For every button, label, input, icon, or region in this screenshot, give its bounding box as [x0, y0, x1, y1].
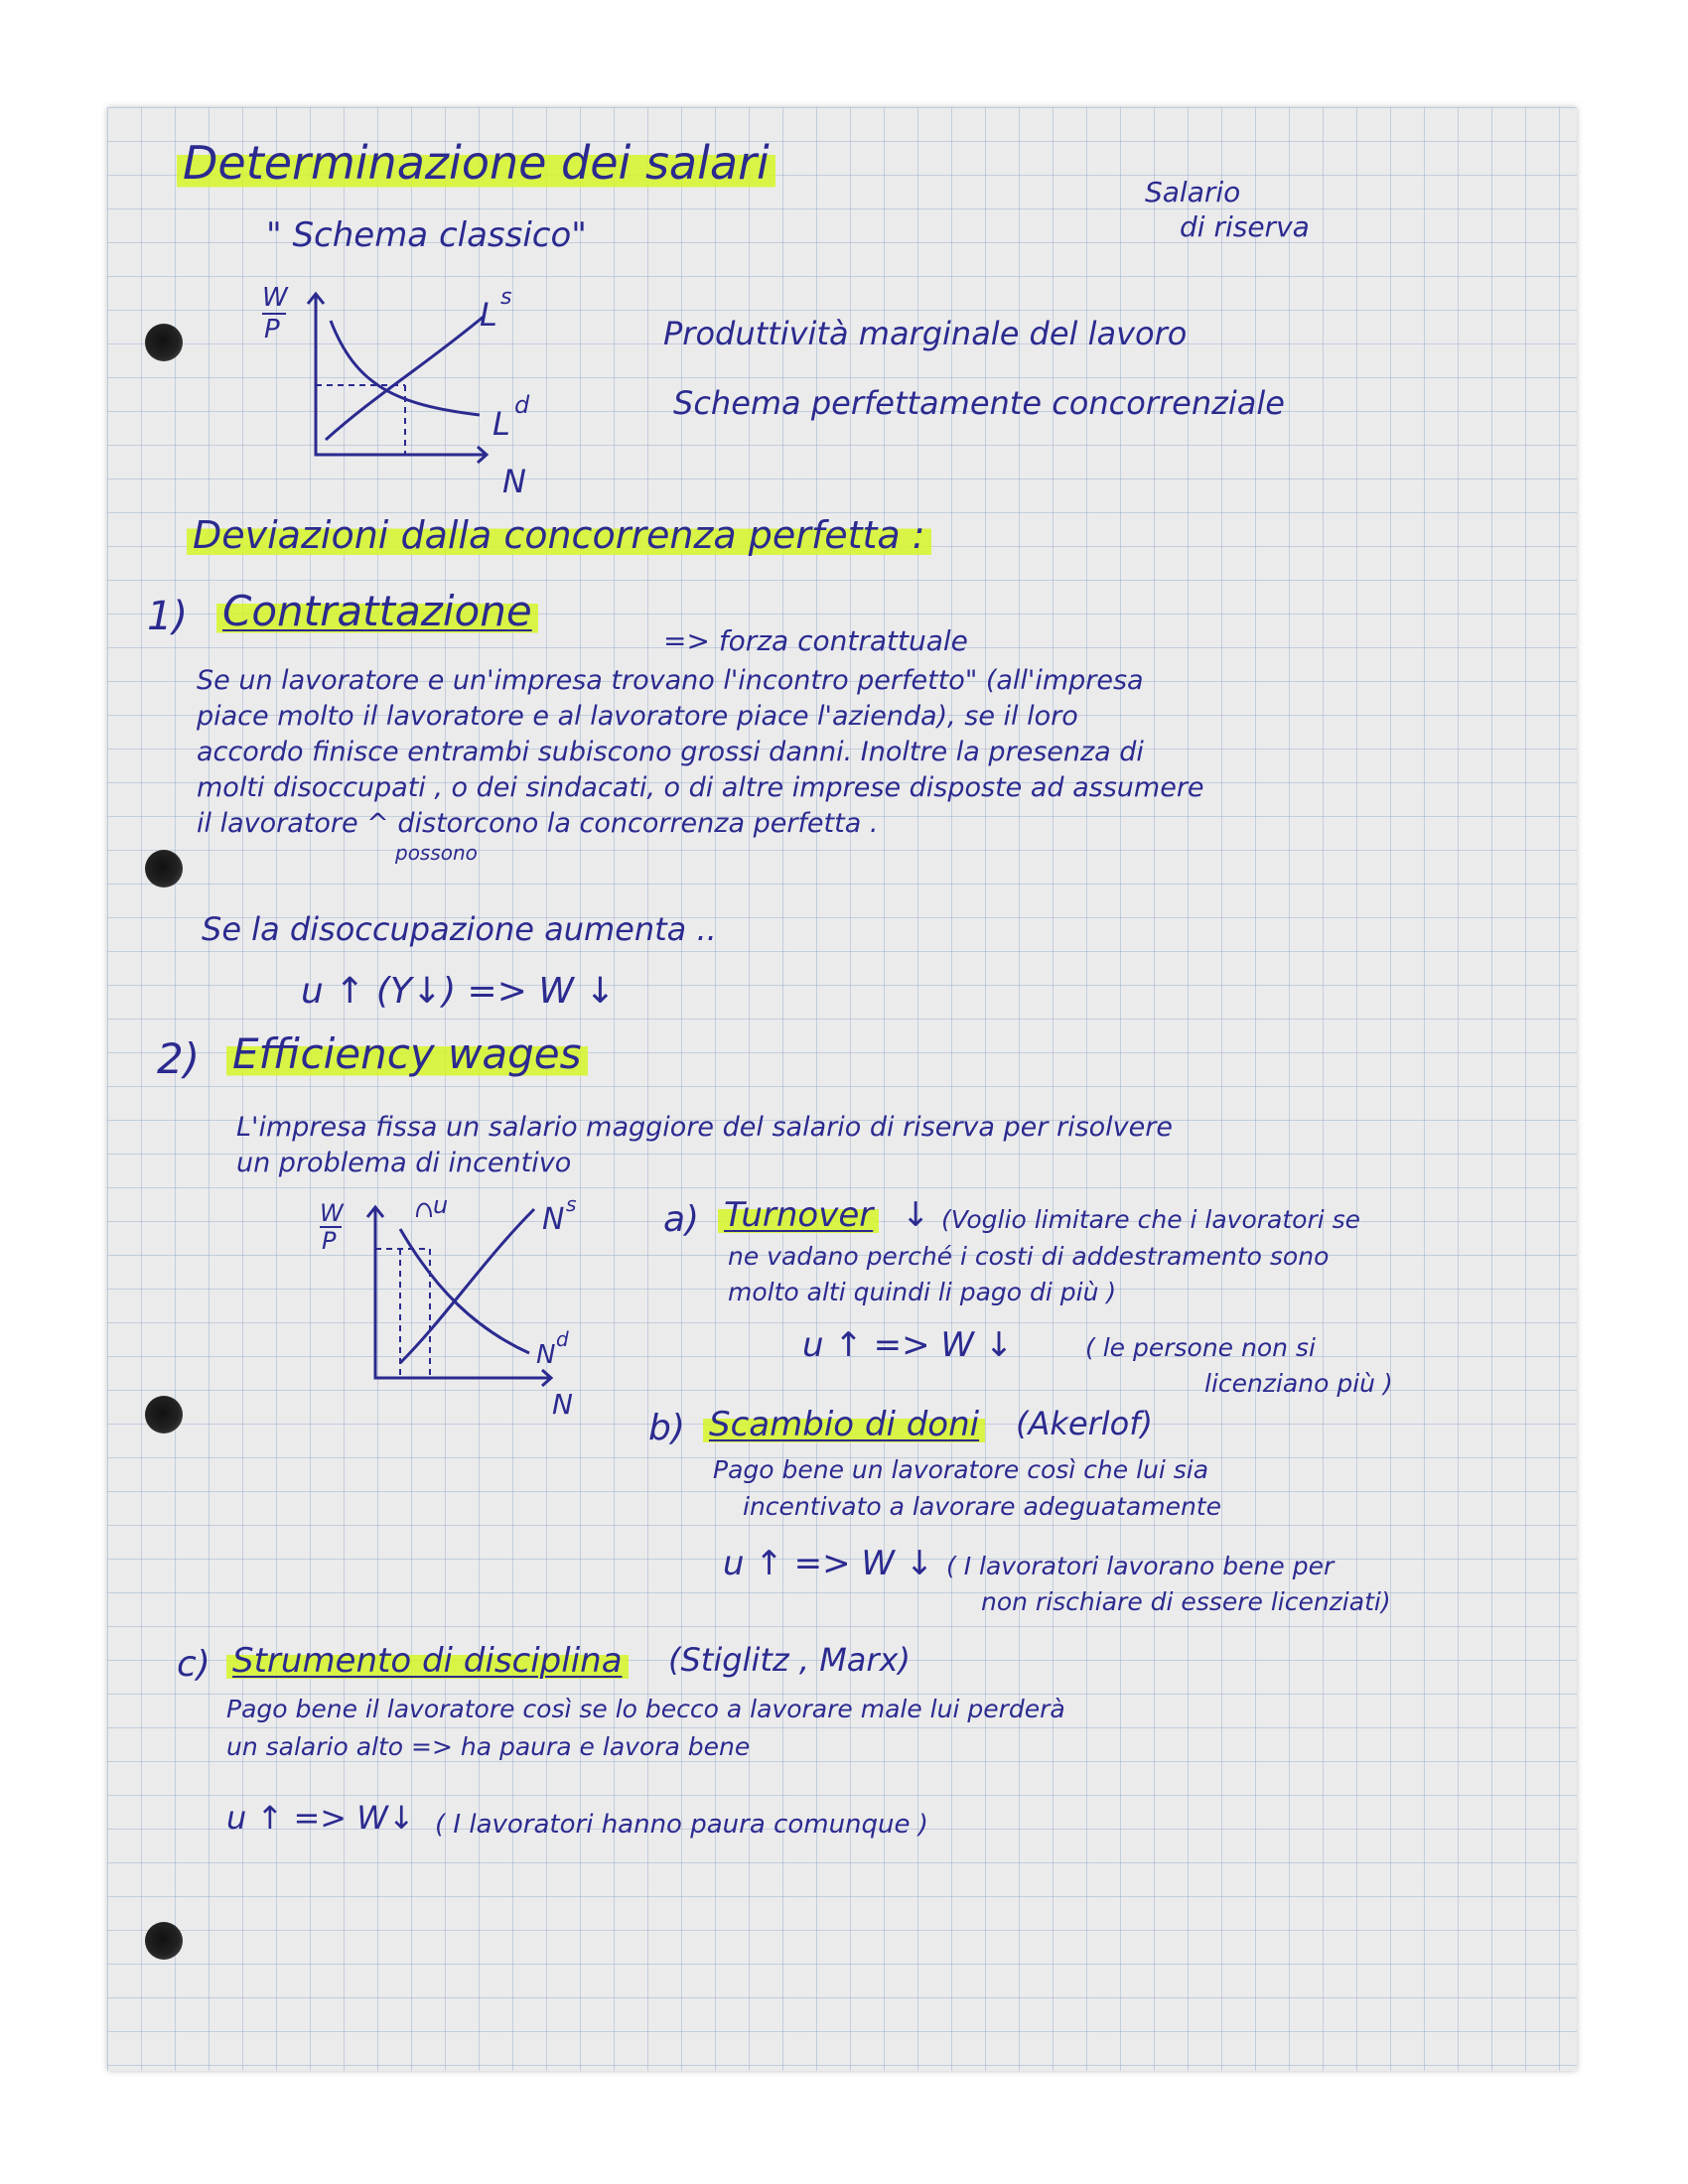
binder-hole [145, 1396, 183, 1433]
page-title: Determinazione dei salari [177, 137, 775, 190]
section-2-number: 2) [157, 1034, 201, 1083]
unemployment-note: Se la disoccupazione aumenta .. [202, 910, 717, 948]
item-a-note-line: (Voglio limitare che i lavoratori se [941, 1205, 1361, 1234]
item-c-formula: u ↑ => W↓ [226, 1799, 415, 1837]
section-2-title: Efficiency wages [226, 1030, 588, 1078]
item-b-formula-note: non rischiare di essere licenziati) [981, 1587, 1391, 1616]
item-c-note-line: Pago bene il lavoratore così se lo becco a lavorare male lui perderà [226, 1695, 1065, 1723]
paragraph-line: molti disoccupati , o dei sindacati, o di altre imprese disposte ad assumere [197, 772, 1204, 803]
supply-curve [400, 1209, 534, 1363]
supply-curve-label: L [480, 296, 497, 334]
formula-1: u ↑ (Y↓) => W ↓ [301, 971, 616, 1012]
section-heading-deviations: Deviazioni dalla concorrenza perfetta : [187, 514, 931, 558]
paragraph-line: il lavoratore ^ distorcono la concorrenza perfetta . [197, 808, 879, 839]
supply-curve-sup: s [500, 285, 512, 310]
item-c-author: (Stiglitz , Marx) [668, 1641, 911, 1679]
note-marginal-productivity: Produttività marginale del lavoro [663, 315, 1188, 352]
note-perfect-competition: Schema perfettamente concorrenziale [673, 384, 1285, 422]
binder-hole [145, 324, 183, 361]
item-b-note-line: Pago bene un lavoratore così che lui sia [713, 1455, 1209, 1484]
section-1-arrow-note: => forza contrattuale [663, 624, 968, 657]
section-1-title: Contrattazione [216, 588, 538, 635]
item-a-formula-note: ( le persone non si [1085, 1333, 1316, 1362]
paragraph-line: Se un lavoratore e un'impresa trovano l'incontro perfetto" (all'impresa [197, 665, 1144, 696]
y-axis-label: W [320, 1199, 344, 1227]
item-c-label: c) [177, 1644, 211, 1685]
labour-market-graph [256, 276, 614, 534]
item-b-formula-note: ( I lavoratori lavorano bene per [946, 1552, 1335, 1580]
supply-curve-sup: s [566, 1192, 577, 1216]
demand-curve-label: L [492, 405, 510, 443]
item-a-label: a) [663, 1199, 700, 1240]
item-c-title: Strumento di disciplina [226, 1642, 629, 1681]
y-axis-label: W [262, 283, 288, 313]
demand-curve-label: N [536, 1340, 556, 1370]
item-a-note-line: ne vadano perché i costi di addestramento sono [728, 1242, 1330, 1271]
paragraph-line: un problema di incentivo [236, 1148, 572, 1178]
side-note-line: Salario [1145, 176, 1241, 208]
item-a-title: Turnover [718, 1196, 879, 1235]
binder-hole [145, 1922, 183, 1960]
item-a-formula-note: licenziano più ) [1204, 1369, 1393, 1398]
y-axis-label: P [322, 1227, 337, 1255]
notebook-page [107, 107, 1577, 2071]
side-note-line: di riserva [1180, 210, 1310, 243]
graph-mark: u [433, 1191, 449, 1219]
item-b-label: b) [648, 1408, 685, 1448]
item-b-note-line: incentivato a lavorare adeguatamente [743, 1492, 1221, 1521]
section-2-paragraph [236, 1110, 1173, 1181]
graph-axes [316, 296, 485, 455]
item-c-formula-note: ( I lavoratori hanno paura comunque ) [435, 1810, 928, 1840]
item-b-title: Scambio di doni [703, 1406, 985, 1444]
paragraph-line: L'impresa fissa un salario maggiore del salario di riserva per risolvere [236, 1112, 1173, 1143]
paragraph-line: accordo finisce entrambi subiscono grossi danni. Inoltre la presenza di [197, 737, 1144, 767]
binder-hole [145, 850, 183, 887]
item-a-formula: u ↑ => W ↓ [802, 1325, 1014, 1365]
down-arrow-icon: ↓ [902, 1195, 930, 1235]
efficiency-wage-graph [306, 1189, 663, 1418]
item-b-formula: u ↑ => W ↓ [723, 1544, 934, 1583]
demand-curve-sup: d [556, 1327, 569, 1351]
item-a-note-line: molto alti quindi li pago di più ) [728, 1278, 1117, 1306]
page-subtitle: " Schema classico" [266, 215, 587, 255]
y-axis-label: P [264, 315, 280, 344]
x-axis-label: N [552, 1388, 573, 1418]
demand-curve-sup: d [514, 391, 530, 419]
item-b-author: (Akerlof) [1016, 1405, 1153, 1442]
paragraph-line: piace molto il lavoratore e al lavoratore piace l'azienda), se il loro [197, 701, 1078, 732]
x-axis-label: N [502, 463, 526, 500]
section-1-number: 1) [147, 594, 189, 639]
supply-curve-label: N [542, 1202, 565, 1237]
item-c-note-line: un salario alto => ha paura e lavora bene [226, 1732, 751, 1761]
insert-note: possono [395, 841, 478, 865]
section-1-paragraph [197, 663, 1204, 842]
